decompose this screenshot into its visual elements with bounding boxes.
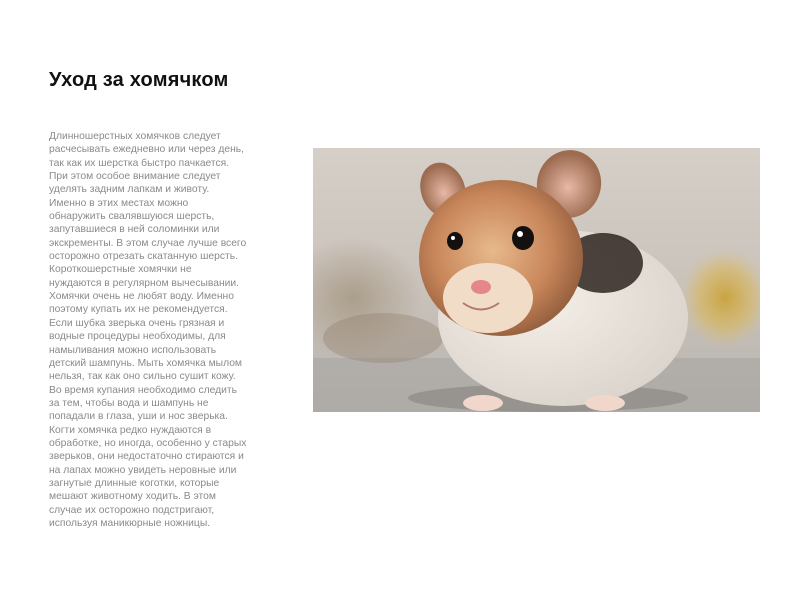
paragraph-line: Длинношерстных хомячков следует xyxy=(49,131,221,142)
paragraph-line: используя маникюрные ножницы. xyxy=(49,517,211,529)
paragraph-line: загнутые длинные коготки, которые xyxy=(49,477,220,489)
paragraph-line: запутавшиеся в ней соломинки или xyxy=(49,224,220,236)
paragraph-line: водные процедуры необходимы, для xyxy=(49,331,226,343)
paragraph-line: расчесывать ежедневно или через день, xyxy=(49,144,245,156)
paragraph-line: намыливания можно использовать xyxy=(49,344,217,356)
body-paragraph xyxy=(49,130,299,530)
paragraph-line: Когти хомячка редко нуждаются в xyxy=(49,424,212,436)
paragraph-line: случае их осторожно подстригают, xyxy=(49,504,215,516)
paragraph-line: Хомячки очень не любят воду. Именно xyxy=(49,291,234,303)
paragraph-line: обнаружить свалявшуюся шерсть, xyxy=(49,211,215,223)
paragraph-line: уделять задним лапкам и животу. xyxy=(49,184,210,196)
paragraph-line: зверьков, они недостаточно стираются и xyxy=(49,451,244,463)
paragraph-line: нельзя, так как оно сильно сушит кожу. xyxy=(49,371,236,383)
paragraph-line: Именно в этих местах можно xyxy=(49,197,189,209)
paragraph-line: Короткошерстные хомячки не xyxy=(49,264,192,276)
paragraph-line: При этом особое внимание следует xyxy=(49,171,221,183)
hamster-photo xyxy=(313,148,760,412)
paragraph-line: Если шубка зверька очень грязная и xyxy=(49,317,225,329)
paragraph-line: осторожно отрезать скатанную шерсть. xyxy=(49,251,238,263)
paragraph-line: обработке, но иногда, особенно у старых xyxy=(49,437,247,449)
paragraph-line: на лапах можно увидеть неровные или xyxy=(49,464,237,476)
paragraph-line: за тем, чтобы вода и шампунь не xyxy=(49,397,209,409)
paragraph-line: Во время купания необходимо следить xyxy=(49,384,237,396)
paragraph-line: поэтому купать их не рекомендуется. xyxy=(49,304,228,316)
paragraph-line: детский шампунь. Мыть хомячка мылом xyxy=(49,357,243,369)
paragraph-line: нуждаются в регулярном вычесывании. xyxy=(49,277,240,289)
paragraph-line: попадали в глаза, уши и нос зверька. xyxy=(49,411,228,423)
paragraph-line: так как их шерстка быстро пачкается. xyxy=(49,157,230,169)
paragraph-line: экскременты. В этом случае лучше всего xyxy=(49,237,247,249)
paragraph-line: мешают животному ходить. В этом xyxy=(49,491,216,503)
slide-title: Уход за хомячком xyxy=(49,69,229,91)
